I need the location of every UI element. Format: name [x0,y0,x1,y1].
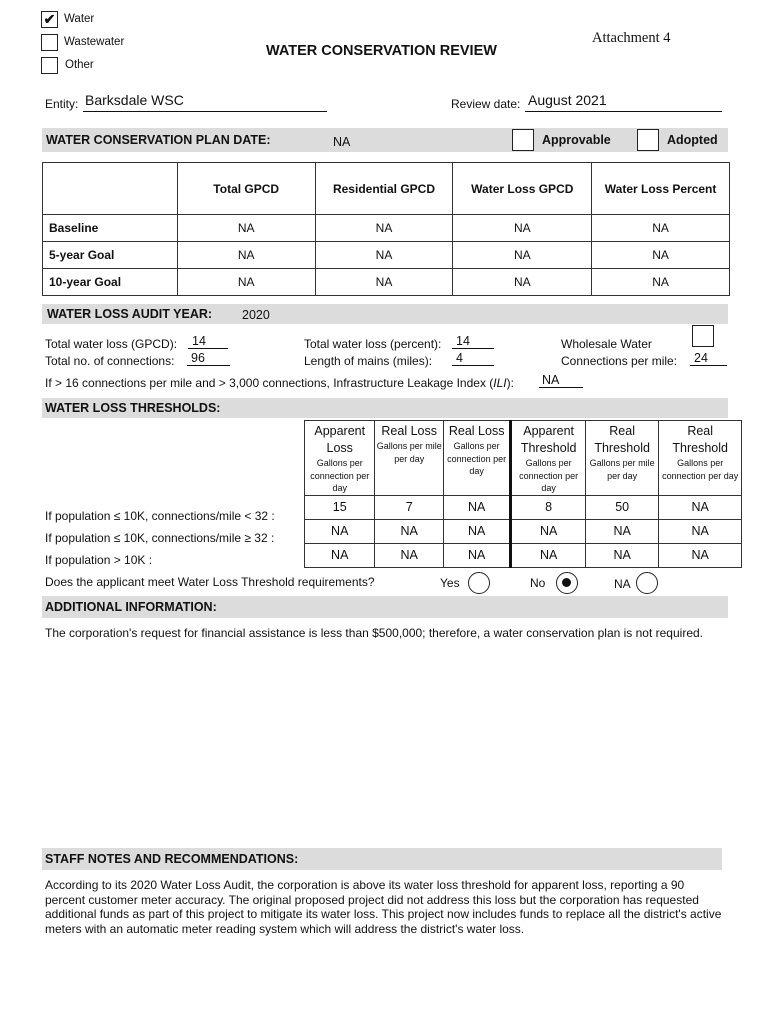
table-cell: 50 [585,495,659,519]
connections-field[interactable] [187,351,230,366]
connections-value: 96 [191,351,205,365]
review-date-value: August 2021 [528,92,607,108]
table-cell: NA [443,519,510,543]
col-title: Real Threshold [594,424,650,455]
table-cell: NA [443,543,510,567]
ili-label-close: ): [506,376,514,390]
col-real-threshold-mile [585,421,659,496]
table-cell: NA [659,519,742,543]
mains-value: 4 [456,351,463,365]
table-cell: NA [375,543,443,567]
table-cell: NA [443,495,510,519]
col-apparent-threshold [511,421,586,496]
approvable-label: Approvable [542,133,611,147]
table-row [43,215,730,242]
table-row [305,519,742,543]
page-title: WATER CONSERVATION REVIEW [266,43,497,59]
threshold-question: Does the applicant meet Water Loss Threshold requirements? [45,575,375,589]
connections-label: Total no. of connections: [45,354,175,368]
table-cell: NA [305,543,375,567]
total-loss-pct-label: Total water loss (percent): [304,337,442,351]
no-radio-label: No [530,576,546,590]
entity-value: Barksdale WSC [85,92,184,108]
col-sub: Gallons per connection per day [310,458,370,493]
review-date-label: Review date: [451,97,521,111]
water-checkbox[interactable]: ✔ [41,11,58,28]
col-title: Apparent Threshold [520,424,577,455]
gpcd-header-blank [43,163,178,215]
entity-field[interactable] [83,92,327,112]
table-cell: NA [305,519,375,543]
entity-label: Entity: [45,97,79,111]
ili-abbrev: ILI [493,376,507,390]
total-loss-pct-value: 14 [456,334,470,348]
thresholds-header-row [305,421,742,496]
thresholds-table [304,420,742,568]
total-loss-gpcd-label: Total water loss (GPCD): [45,337,178,351]
no-radio[interactable] [556,572,578,594]
table-cell: NA [315,269,453,296]
table-cell: NA [177,269,315,296]
col-real-loss-connection [443,421,510,496]
total-loss-pct-field[interactable] [452,334,494,349]
plan-date-value: NA [333,135,351,149]
table-cell: NA [592,215,730,242]
staff-notes-text: According to its 2020 Water Loss Audit, the corporation is above its water loss threshold for apparent loss, reporting a 90 percent customer meter accuracy. The original proposed project did not address this loss but the corporation has requested additional funds as part of this project to mitigate its water loss. This project now includes funds to replace all the district's active meters with an automatic meter reading system which will address the district's water loss. [45,878,722,936]
table-cell: NA [177,242,315,269]
wastewater-checkbox[interactable] [41,34,58,51]
col-sub: Gallons per mile per day [376,441,442,464]
thresholds-label: WATER LOSS THRESHOLDS: [45,401,221,415]
ili-label-text: If > 16 connections per mile and > 3,000 connections, Infrastructure Leakage Index ( [45,376,494,390]
table-cell: NA [585,519,659,543]
threshold-row-label: If population ≤ 10K, connections/mile ≥ 32 : [45,531,275,545]
col-sub: Gallons per connection per day [447,441,507,476]
staff-notes-label: STAFF NOTES AND RECOMMENDATIONS: [45,852,299,866]
audit-year-value: 2020 [242,308,270,322]
additional-info-label: ADDITIONAL INFORMATION: [45,600,217,614]
na-radio-label: NA [614,577,631,591]
gpcd-header-total: Total GPCD [177,163,315,215]
row-label: 5-year Goal [43,242,178,269]
table-cell: NA [592,242,730,269]
table-cell: NA [315,242,453,269]
table-cell: NA [511,519,586,543]
mains-field[interactable] [452,351,494,366]
additional-info-text: The corporation's request for financial assistance is less than $500,000; therefore, a water conservation plan is not required. [45,626,703,640]
col-title: Real Threshold [672,424,728,455]
gpcd-table-header [43,163,730,215]
table-cell: NA [659,495,742,519]
audit-year-label: WATER LOSS AUDIT YEAR: [47,307,213,321]
table-cell: 15 [305,495,375,519]
table-row [43,269,730,296]
no-radio-selected-dot [562,578,571,587]
conn-per-mile-field[interactable] [690,351,727,366]
table-cell: NA [585,543,659,567]
row-label: 10-year Goal [43,269,178,296]
table-cell: NA [177,215,315,242]
gpcd-header-water-loss-percent: Water Loss Percent [592,163,730,215]
ili-field[interactable] [539,373,583,388]
ili-value: NA [542,373,560,387]
table-row [305,543,742,567]
table-cell: 7 [375,495,443,519]
table-cell: NA [375,519,443,543]
other-checkbox[interactable] [41,57,58,74]
table-cell: NA [453,215,592,242]
col-sub: Gallons per connection per day [519,458,579,493]
conn-per-mile-value: 24 [694,351,708,365]
table-cell: NA [453,242,592,269]
ili-label [45,376,514,390]
adopted-checkbox[interactable] [637,129,659,151]
threshold-row-label: If population ≤ 10K, connections/mile < 32 : [45,509,275,523]
conn-per-mile-label: Connections per mile: [561,354,678,368]
table-cell: NA [592,269,730,296]
col-sub: Gallons per mile per day [589,458,655,481]
wholesale-checkbox[interactable] [692,325,714,347]
col-title: Real Loss [381,424,437,438]
gpcd-header-water-loss: Water Loss GPCD [453,163,592,215]
col-apparent-loss [305,421,375,496]
table-cell: NA [315,215,453,242]
col-title: Real Loss [448,424,505,438]
col-real-threshold-connection [659,421,742,496]
approvable-checkbox[interactable] [512,129,534,151]
other-checkbox-label: Other [65,59,94,71]
total-loss-gpcd-field[interactable] [188,334,228,349]
col-title: Apparent Loss [314,424,366,455]
yes-radio[interactable] [468,572,490,594]
attachment-label: Attachment 4 [592,30,671,46]
col-sub: Gallons per connection per day [662,458,739,481]
yes-radio-label: Yes [440,576,460,590]
wholesale-label: Wholesale Water [561,337,652,351]
table-cell: NA [511,543,586,567]
table-cell: NA [453,269,592,296]
gpcd-header-residential: Residential GPCD [315,163,453,215]
col-real-loss-mile [375,421,443,496]
row-label: Baseline [43,215,178,242]
plan-date-label: WATER CONSERVATION PLAN DATE: [46,133,271,147]
table-cell: 8 [511,495,586,519]
total-loss-gpcd-value: 14 [192,334,206,348]
table-row [43,242,730,269]
gpcd-table [42,162,730,296]
water-checkbox-label: Water [64,13,95,25]
review-date-field[interactable] [525,92,722,112]
adopted-label: Adopted [667,133,718,147]
mains-label: Length of mains (miles): [304,354,433,368]
threshold-row-label: If population > 10K : [45,553,153,567]
table-row [305,495,742,519]
na-radio[interactable] [636,572,658,594]
table-cell: NA [659,543,742,567]
wastewater-checkbox-label: Wastewater [64,36,125,48]
